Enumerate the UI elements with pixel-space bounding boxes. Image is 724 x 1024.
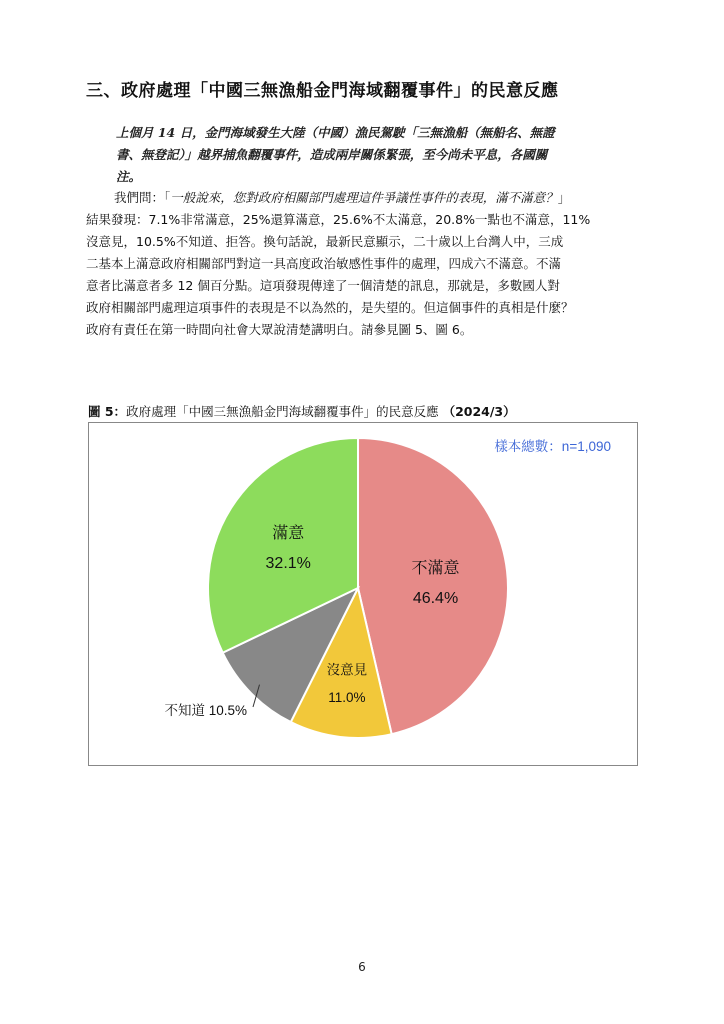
slice-label: 滿意 xyxy=(272,525,305,543)
question-prefix: 我們問：「 xyxy=(114,190,171,205)
body-line: 沒意見，10.5%不知道、拒答。換句話說，最新民意顯示，二十歲以上台灣人中，三成 xyxy=(86,234,564,249)
figure-title: 政府處理「中國三無漁船金門海域翻覆事件」的民意反應 xyxy=(126,404,439,419)
intro-line: 注。 xyxy=(116,169,142,184)
intro-line: 上個月 14 日，金門海域發生大陸（中國）漁民駕駛「三無漁船（無船名、無證 xyxy=(116,125,555,140)
body-line: 意者比滿意者多 12 個百分點。這項發現傳達了一個清楚的訊息，那就是，多數國人對 xyxy=(86,278,560,293)
body-line: 結果發現：7.1%非常滿意，25%還算滿意，25.6%不太滿意，20.8%一點也不滿意，11% xyxy=(86,212,591,227)
intro-line: 書、無登記）」越界捕魚翻覆事件，造成兩岸關係緊張，至今尚未平息，各國關 xyxy=(116,147,548,162)
survey-question: 一般說來，您對政府相關部門處理這件爭議性事件的表現，滿不滿意？ xyxy=(170,190,558,205)
question-line xyxy=(86,187,642,209)
slice-value: 11.0% xyxy=(328,689,366,705)
slice-label: 不滿意 xyxy=(411,560,460,578)
slice-label: 不知道 10.5% xyxy=(164,703,247,718)
question-suffix: 」 xyxy=(557,190,571,205)
figure-date: （2024/3） xyxy=(442,404,516,419)
body-paragraph xyxy=(86,187,642,341)
body-line: 政府相關部門處理這項事件的表現是不以為然的，是失望的。但這個事件的真相是什麼？ xyxy=(86,300,574,315)
body-line: 二基本上滿意政府相關部門對這一具高度政治敏感性事件的處理，四成六不滿意。不滿 xyxy=(86,256,562,271)
intro-paragraph xyxy=(116,122,636,188)
figure-caption xyxy=(88,402,648,420)
body-line: 政府有責任在第一時間向社會大眾說清楚講明白。請參見圖 5、圖 6。 xyxy=(86,322,473,337)
slice-label: 沒意見 xyxy=(326,662,368,678)
pie-chart xyxy=(89,423,637,765)
page-number: 6 xyxy=(358,960,366,974)
slice-value: 46.4% xyxy=(412,590,459,608)
slice-value: 32.1% xyxy=(265,555,311,573)
sample-size-note: 樣本總數：n=1,090 xyxy=(494,439,611,454)
section-title: 三、政府處理「中國三無漁船金門海域翻覆事件」的民意反應 xyxy=(86,81,559,101)
figure-label: 圖 5： xyxy=(88,404,127,419)
pie-chart-frame xyxy=(88,422,638,766)
